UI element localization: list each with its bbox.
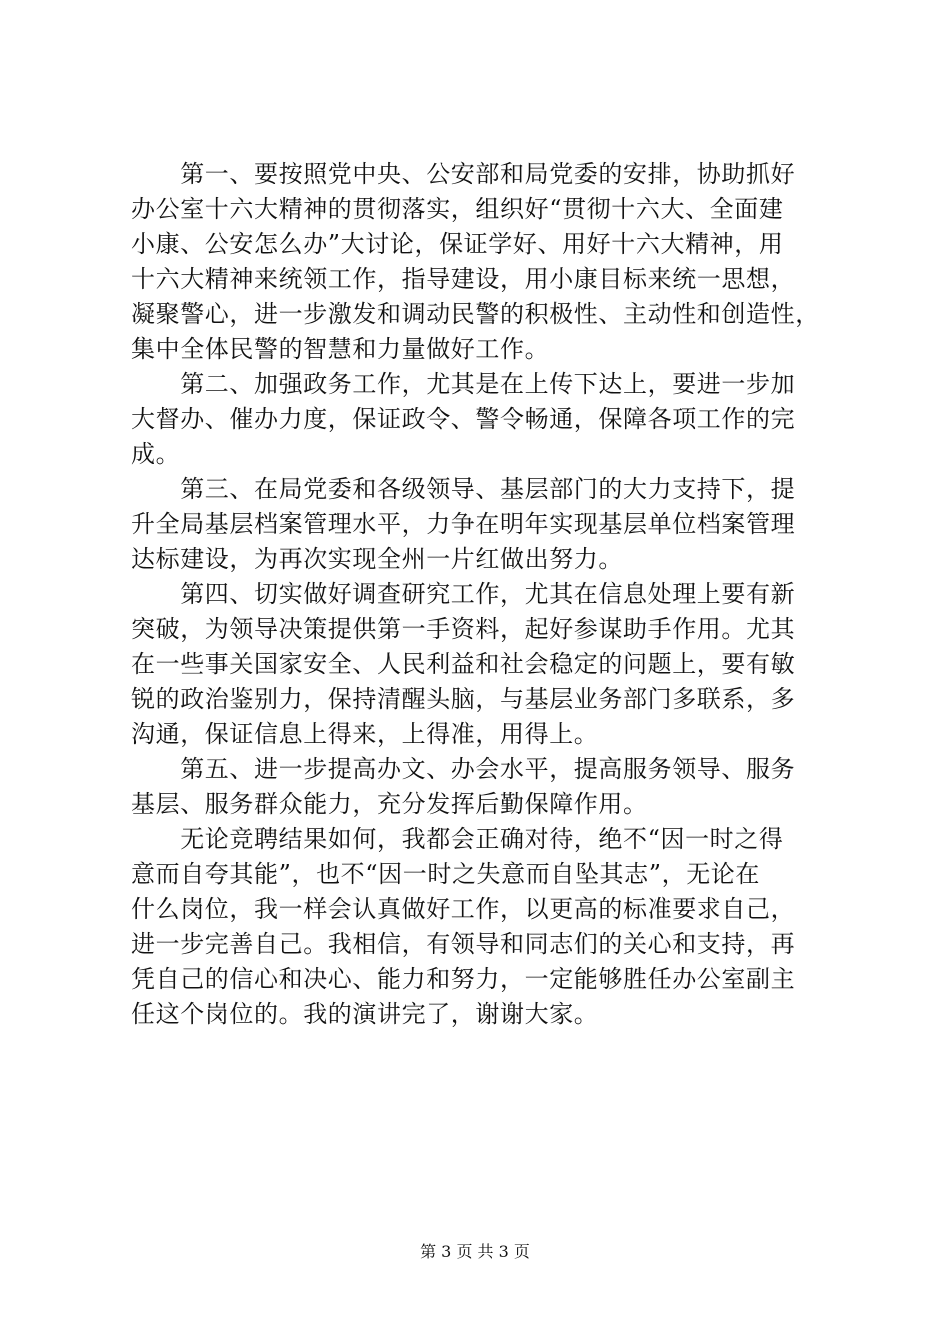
text-line: 集中全体民警的智慧和力量做好工作。 [131,335,550,363]
text-line: 十六大精神来统领工作，指导建设，用小康目标来统一思想， [131,265,796,293]
text-line: 第四、切实做好调查研究工作，尤其在信息处理上要有新 [131,580,796,608]
document-body [131,157,831,1032]
text-line: 成。 [131,440,181,468]
text-line: 升全局基层档案管理水平，力争在明年实现基层单位档案管理 [131,510,796,538]
text-line: 凭自己的信心和决心、能力和努力，一定能够胜任办公室副主 [131,965,796,993]
text-line: 任这个岗位的。我的演讲完了，谢谢大家。 [131,1000,599,1028]
text-line: 进一步完善自己。我相信，有领导和同志们的关心和支持，再 [131,930,796,958]
text-line: 第五、进一步提高办文、办会水平，提高服务领导、服务 [131,755,796,783]
text-line: 无论竞聘结果如何，我都会正确对待，绝不“因一时之得 [131,825,784,853]
text-line: 在一些事关国家安全、人民利益和社会稳定的问题上，要有敏 [131,650,796,678]
page-footer: 第 3 页 共 3 页 [420,1242,530,1261]
text-line: 沟通，保证信息上得来，上得准，用得上。 [131,720,599,748]
text-line: 意而自夸其能”，也不“因一时之失意而自坠其志”，无论在 [131,860,761,888]
text-line: 小康、公安怎么办”大讨论，保证学好、用好十六大精神，用 [131,230,784,258]
text-line: 达标建设，为再次实现全州一片红做出努力。 [131,545,623,573]
text-line: 锐的政治鉴别力，保持清醒头脑，与基层业务部门多联系，多 [131,685,796,713]
text-line: 凝聚警心，进一步激发和调动民警的积极性、主动性和创造性， [131,300,820,328]
text-line: 什么岗位，我一样会认真做好工作，以更高的标准要求自己， [131,895,796,923]
text-line: 突破，为领导决策提供第一手资料，起好参谋助手作用。尤其 [131,615,796,643]
text-line: 第一、要按照党中央、公安部和局党委的安排，协助抓好 [131,160,796,188]
text-line: 第三、在局党委和各级领导、基层部门的大力支持下，提 [131,475,796,503]
text-line: 基层、服务群众能力，充分发挥后勤保障作用。 [131,790,648,818]
text-line: 第二、加强政务工作，尤其是在上传下达上，要进一步加 [131,370,796,398]
text-line: 办公室十六大精神的贯彻落实，组织好“贯彻十六大、全面建 [131,195,784,223]
text-line: 大督办、催办力度，保证政令、警令畅通，保障各项工作的完 [131,405,796,433]
